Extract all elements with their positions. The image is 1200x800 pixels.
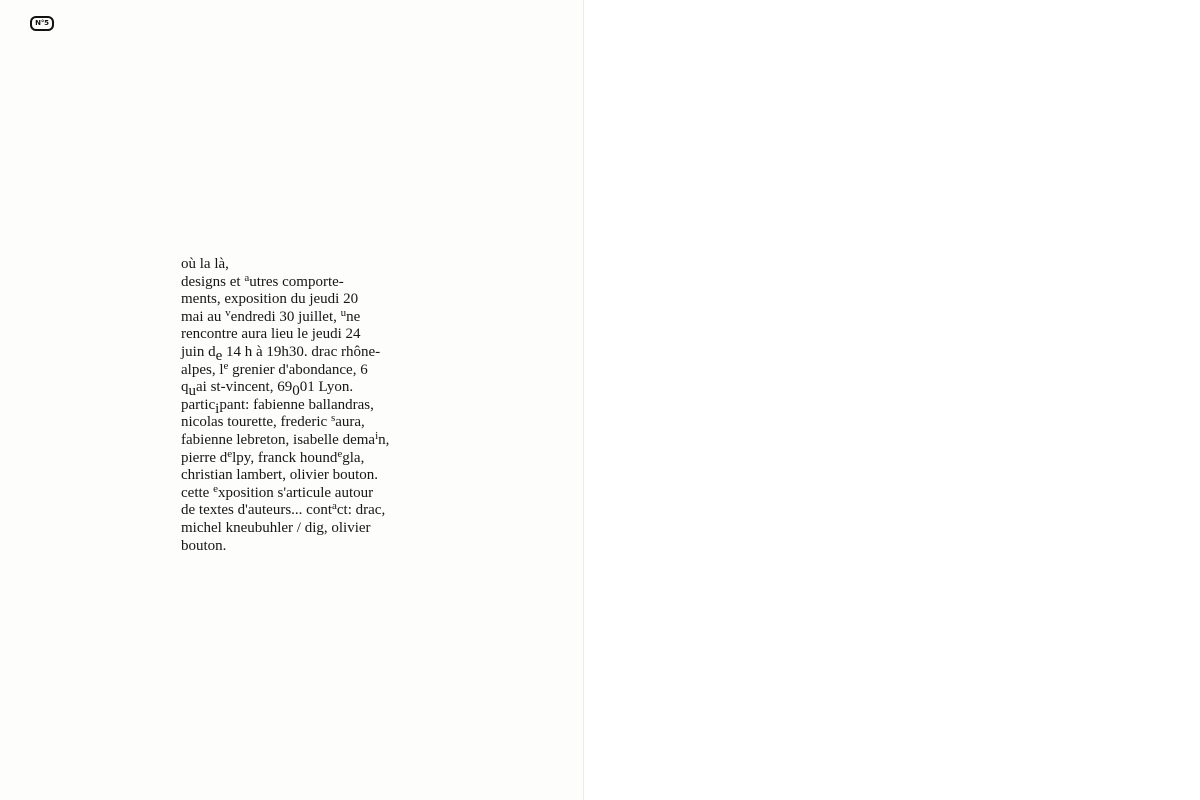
text-line: designs et $^a$utres comporte- (181, 271, 344, 290)
text-line: quai st-vincent, 69001 Lyon. (181, 379, 354, 400)
text-line: alpes, $l^e$ grenier d'abondance, 6 (181, 359, 368, 378)
text-line: nicolas tourette, frederic $^s$aura, (181, 412, 365, 431)
text-line: rencontre aura lieu le jeudi 24 (181, 326, 361, 343)
text-line: où la là, (181, 256, 229, 272)
text-line: participant: fabienne ballandras, (181, 396, 374, 417)
text-line: ments, exposition du jeudi 20 (181, 291, 359, 308)
issue-number-badge: N°5 (30, 16, 54, 31)
text-line: christian lambert, olivier bouton. (181, 467, 379, 484)
right-page (584, 0, 1200, 800)
text-line: juin de 14 h à 19h30. drac rhône- (181, 343, 381, 364)
text-line: pierre $d^elpy$, franck hound$^e$gla, (181, 447, 365, 466)
text-line: mai au $^v$endredi 30 juillet, $^u$ne (181, 306, 361, 325)
text-line: michel kneubuhler / dig, olivier (181, 519, 371, 536)
text-line: bouton. (181, 537, 227, 554)
left-page (0, 0, 584, 800)
text-line: fabienne lebreton, isabelle dema$^i$n, (181, 429, 390, 448)
text-line: de textes d'auteurs... cont$^a$ct: drac, (181, 500, 386, 519)
text-line: cette $^e$xposition s'articule autour (181, 482, 374, 501)
body-text (181, 256, 421, 555)
